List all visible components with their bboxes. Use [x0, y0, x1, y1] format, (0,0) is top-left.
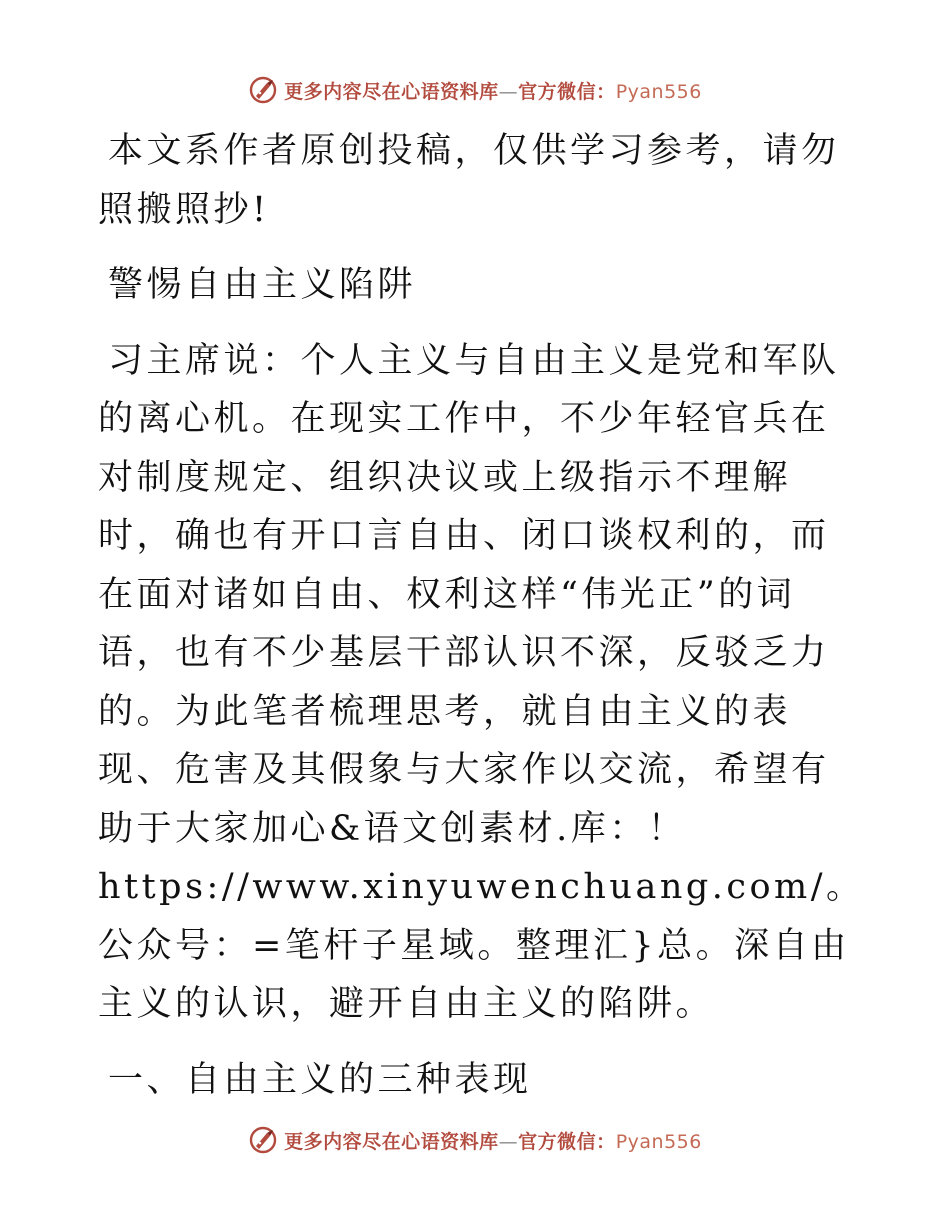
footer-watermark-text: 更多内容尽在心语资料库—官方微信：Pyan556: [284, 1130, 702, 1153]
section-heading: 一、自由主义的三种表现: [108, 1059, 532, 1100]
article-title: 警惕自由主义陷阱: [108, 265, 417, 305]
header-watermark-text: 更多内容尽在心语资料库—官方微信：Pyan556: [284, 80, 702, 103]
header-watermark-banner: [0, 70, 950, 110]
body-paragraph: 习主席说：个人主义与自由主义是党和军队的离心机。在现实工作中，不少年轻官兵在对制度规定、组织决议或上级指示不理解时，确也有开口言自由、闭口谈权利的，而在面对诸如自由、权利这样“伟光正”的词语，也有不少基层干部认识不深，反驳乏力的。为此笔者梳理思考，就自由主义的表现、危害及其假象与大家作以交流，希望有助于大家加心&语文创素材.库：！https://www.xinyuwenchuang.com/。公众号：=笔杆子星域。整理汇}总。深自由主义的认识，避开自由主义的陷阱。: [98, 340, 865, 1024]
footer-watermark-banner: [0, 1120, 950, 1160]
fountain-pen-logo-icon: [248, 75, 278, 105]
copyright-notice: 本文系作者原创投稿，仅供学习参考，请勿照搬照抄!: [98, 131, 840, 230]
document-body: [98, 122, 865, 1109]
fountain-pen-logo-icon: [248, 1125, 278, 1155]
